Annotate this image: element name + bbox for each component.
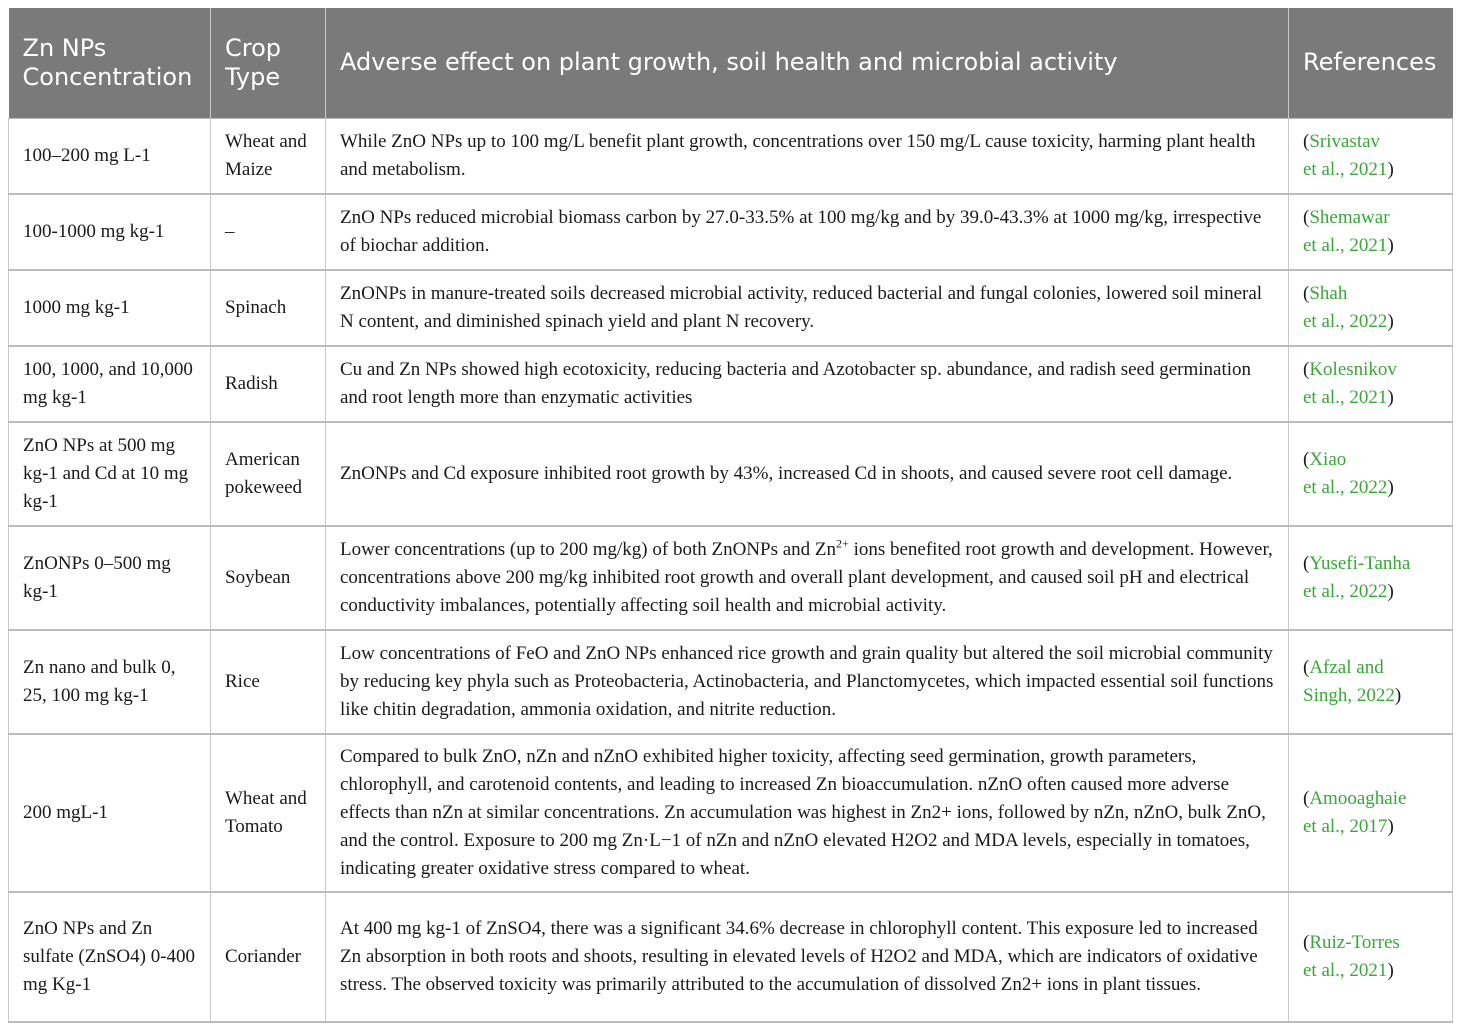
header-concentration: Zn NPs Concentration xyxy=(9,8,211,118)
cell-concentration: 200 mgL-1 xyxy=(9,734,211,892)
table-row xyxy=(9,630,1453,734)
reference-link-cont[interactable]: Singh, 2022 xyxy=(1303,685,1395,706)
cell-reference: (Xiao et al., 2022) xyxy=(1289,422,1453,526)
cell-reference: (Srivastav et al., 2021) xyxy=(1289,118,1453,194)
cell-crop: American pokeweed xyxy=(211,422,326,526)
cell-concentration: 100–200 mg L-1 xyxy=(9,118,211,194)
reference-link-cont[interactable]: et al., 2021 xyxy=(1303,960,1388,981)
cell-crop: Soybean xyxy=(211,526,326,630)
table-row xyxy=(9,526,1453,630)
data-table xyxy=(8,8,1453,1023)
cell-effect: ZnO NPs reduced microbial biomass carbon by 27.0-33.5% at 100 mg/kg and by 39.0-43.3% at 1000 mg/kg, irrespective of biochar addition. xyxy=(326,194,1289,270)
table-row xyxy=(9,734,1453,892)
cell-effect: Cu and Zn NPs showed high ecotoxicity, reducing bacteria and Azotobacter sp. abundance, and radish seed germination and root length more than enzymatic activities xyxy=(326,346,1289,422)
reference-link[interactable]: Yusefi-Tanha xyxy=(1309,553,1411,574)
header-references: References xyxy=(1289,8,1453,118)
reference-link-cont[interactable]: et al., 2021 xyxy=(1303,387,1388,408)
cell-crop: Spinach xyxy=(211,270,326,346)
reference-link-cont[interactable]: et al., 2017 xyxy=(1303,816,1388,837)
cell-effect: ZnONPs in manure-treated soils decreased microbial activity, reduced bacterial and fungal colonies, lowered soil mineral N content, and diminished spinach yield and plant N recovery. xyxy=(326,270,1289,346)
cell-concentration: 100, 1000, and 10,000 mg kg-1 xyxy=(9,346,211,422)
reference-link[interactable]: Srivastav xyxy=(1309,130,1381,152)
reference-link-cont[interactable]: et al., 2022 xyxy=(1303,477,1388,498)
cell-effect: While ZnO NPs up to 100 mg/L benefit plant growth, concentrations over 150 mg/L cause toxicity, harming plant health and metabolism. xyxy=(326,118,1289,194)
table-container xyxy=(8,8,1452,1023)
effect-text-end: ions benefited root growth and development. However, concentrations above 200 mg/kg inhibited root growth and overall plant development, and caused soil pH and electrical conductivity imbalances, potentially affecting soil health and microbial activity. xyxy=(340,539,1273,616)
reference-link[interactable]: Xiao xyxy=(1309,449,1347,470)
cell-reference: (Shah et al., 2022) xyxy=(1289,270,1453,346)
cell-effect: At 400 mg kg-1 of ZnSO4, there was a significant 34.6% decrease in chlorophyll content. This exposure led to increased Zn absorption in both roots and shoots, resulting in elevated levels of H2O2 and MDA, which are indicators of oxidative stress. The observed toxicity was primarily attributed to the accumulation of dissolved Zn2+ ions in plant tissues. xyxy=(326,892,1289,1022)
reference-link-cont[interactable]: et al., 2021 xyxy=(1303,158,1388,180)
cell-concentration: 1000 mg kg-1 xyxy=(9,270,211,346)
superscript-charge: 2+ xyxy=(836,536,849,551)
cell-effect: Low concentrations of FeO and ZnO NPs enhanced rice growth and grain quality but altered the soil microbial community by reducing key phyla such as Proteobacteria, Actinobacteria, and Planctomycetes, which impacted essential soil functions like chitin degradation, ammonia oxidation, and nitrite reduction. xyxy=(326,630,1289,734)
header-row xyxy=(9,8,1453,118)
table-row xyxy=(9,118,1453,194)
cell-reference: (Ruiz-Torres et al., 2021) xyxy=(1289,892,1453,1022)
reference-link-cont[interactable]: et al., 2022 xyxy=(1303,311,1388,332)
cell-concentration: 100-1000 mg kg-1 xyxy=(9,194,211,270)
reference-link[interactable]: Kolesnikov xyxy=(1309,359,1397,380)
cell-crop: Rice xyxy=(211,630,326,734)
cell-concentration: Zn nano and bulk 0, 25, 100 mg kg-1 xyxy=(9,630,211,734)
reference-link[interactable]: Shah xyxy=(1309,283,1348,304)
cell-concentration: ZnO NPs and Zn sulfate (ZnSO4) 0-400 mg Kg-1 xyxy=(9,892,211,1022)
table-row xyxy=(9,422,1453,526)
table-row xyxy=(9,194,1453,270)
reference-link[interactable]: Afzal and xyxy=(1309,657,1384,678)
cell-reference: (Shemawar et al., 2021) xyxy=(1289,194,1453,270)
effect-text-start: Lower concentrations (up to 200 mg/kg) of both ZnONPs and Zn xyxy=(340,539,837,560)
cell-crop: – xyxy=(211,194,326,270)
cell-reference: (Yusefi-Tanha et al., 2022) xyxy=(1289,526,1453,630)
cell-reference: (Afzal and Singh, 2022) xyxy=(1289,630,1453,734)
cell-crop: Wheat and Tomato xyxy=(211,734,326,892)
cell-reference: (Kolesnikov et al., 2021) xyxy=(1289,346,1453,422)
cell-effect: ZnONPs and Cd exposure inhibited root growth by 43%, increased Cd in shoots, and caused severe root cell damage. xyxy=(326,422,1289,526)
header-adverse-effect: Adverse effect on plant growth, soil health and microbial activity xyxy=(326,8,1289,118)
cell-crop: Radish xyxy=(211,346,326,422)
cell-effect: Compared to bulk ZnO, nZn and nZnO exhibited higher toxicity, affecting seed germination, growth parameters, chlorophyll, and carotenoid contents, and leading to increased Zn bioaccumulation. nZnO often caused more adverse effects than nZn at similar concentrations. Zn accumulation was highest in Zn2+ ions, followed by nZn, nZnO, bulk ZnO, and the control. Exposure to 200 mg Zn·L−1 of nZn and nZnO elevated H2O2 and MDA levels, especially in tomatoes, indicating greater oxidative stress compared to wheat. xyxy=(326,734,1289,892)
reference-link-cont[interactable]: et al., 2022 xyxy=(1303,581,1388,602)
cell-concentration: ZnONPs 0–500 mg kg-1 xyxy=(9,526,211,630)
cell-reference: (Amooaghaie et al., 2017) xyxy=(1289,734,1453,892)
reference-link[interactable]: Amooaghaie xyxy=(1309,788,1407,809)
reference-link-cont[interactable]: et al., 2021 xyxy=(1303,235,1388,256)
header-crop-type: Crop Type xyxy=(211,8,326,118)
reference-link[interactable]: Shemawar xyxy=(1309,207,1390,228)
table-row xyxy=(9,892,1453,1022)
cell-effect xyxy=(326,526,1289,630)
table-row xyxy=(9,270,1453,346)
reference-link[interactable]: Ruiz-Torres xyxy=(1309,932,1400,953)
table-row xyxy=(9,346,1453,422)
cell-concentration: ZnO NPs at 500 mg kg-1 and Cd at 10 mg kg-1 xyxy=(9,422,211,526)
cell-crop: Wheat and Maize xyxy=(211,118,326,194)
cell-crop: Coriander xyxy=(211,892,326,1022)
